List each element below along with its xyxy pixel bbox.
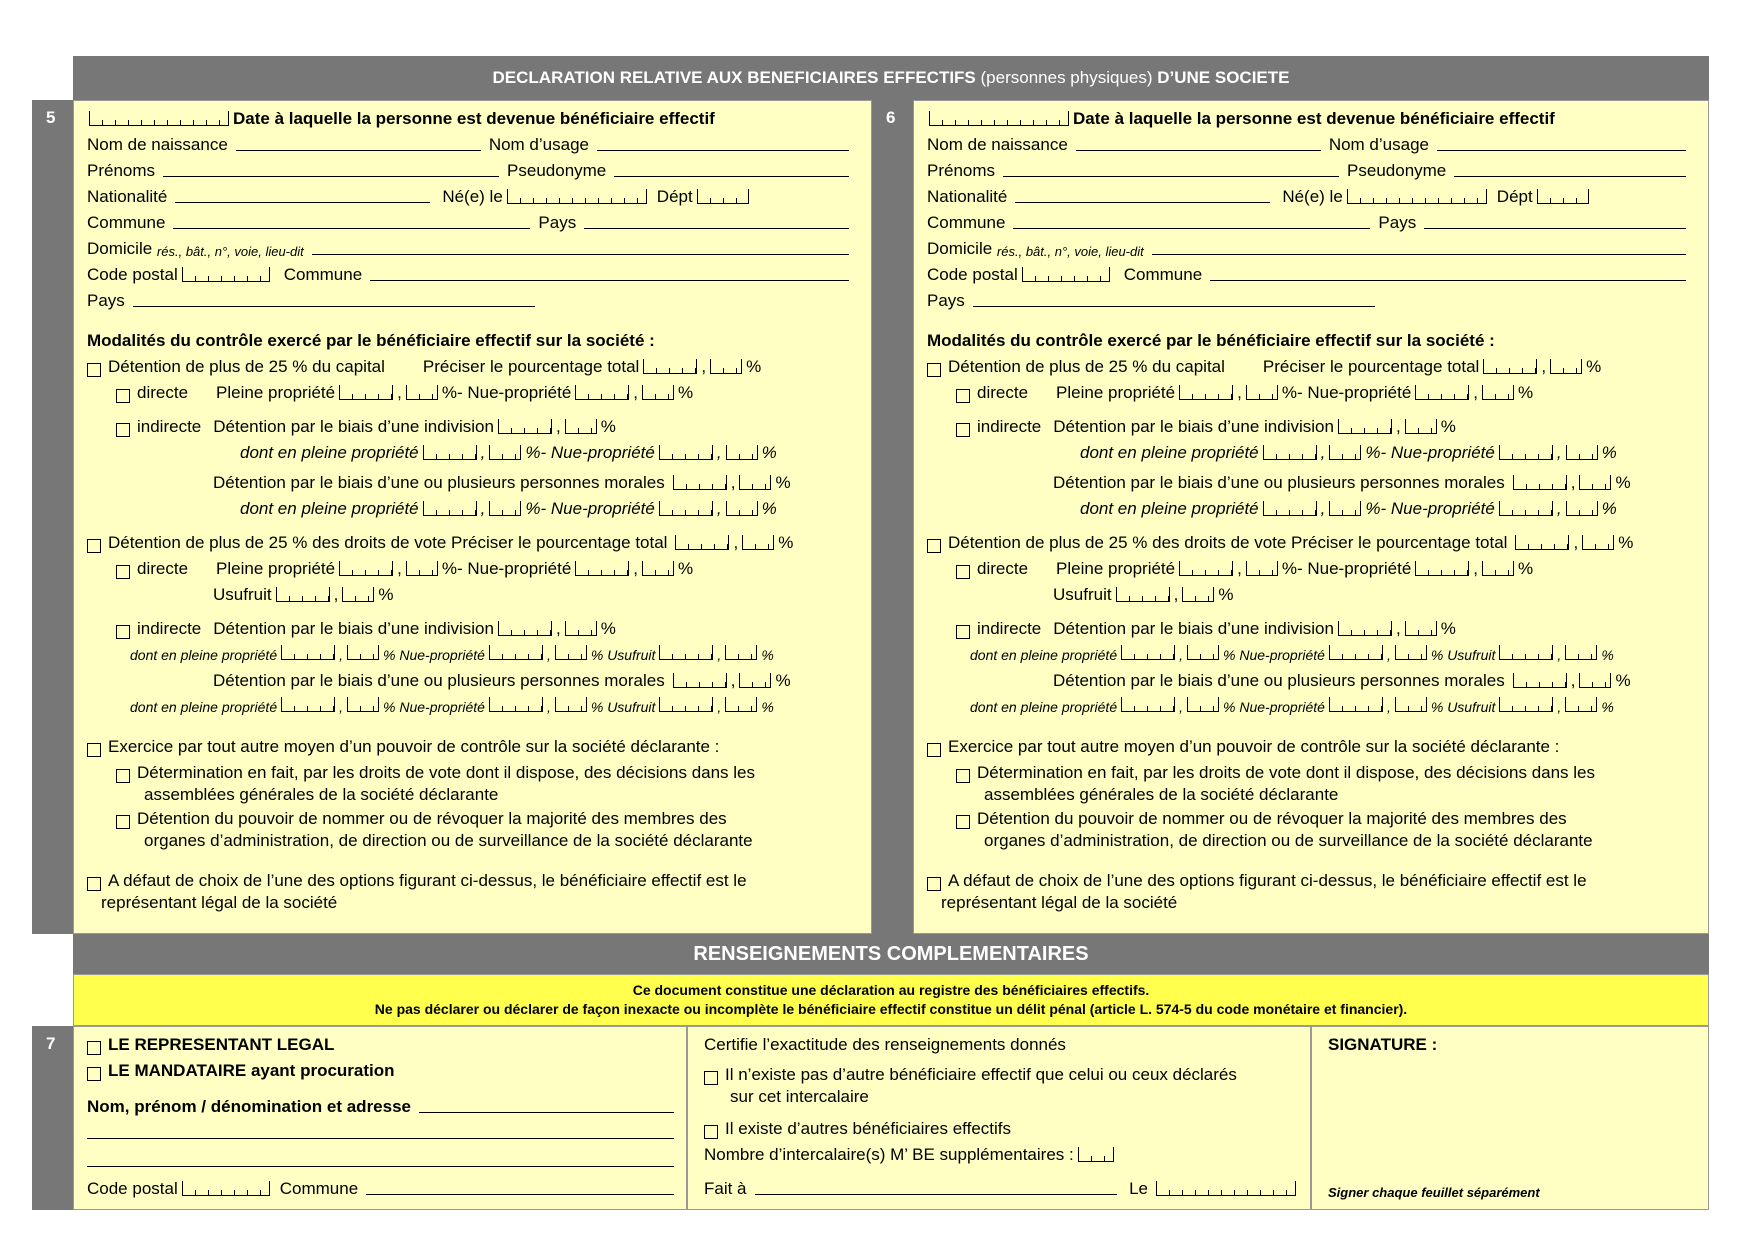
prenoms-row: Prénoms Pseudonyme <box>87 161 857 181</box>
determination-row-2: assemblées générales de la société déclarante <box>984 785 1339 804</box>
pas-autre-row: Il n’existe pas d’autre bénéficiaire effectif que celui ou ceux déclarés <box>704 1065 1237 1085</box>
checkbox[interactable] <box>87 1041 101 1055</box>
pct-boxes[interactable] <box>276 587 330 602</box>
signer-note: Signer chaque feuillet séparément <box>1328 1185 1540 1200</box>
signatory-cell <box>73 1026 687 1210</box>
pct-boxes[interactable] <box>1121 697 1175 712</box>
address-field[interactable] <box>87 1166 674 1167</box>
domicile-field[interactable] <box>1152 254 1686 255</box>
vote-indirecte-row: indirecte Détention par le biais d’une indivision , % <box>116 619 857 639</box>
legal-warning: Ce document constitue une déclaration au registre des bénéficiaires effectifs. Ne pas déclarer ou déclarer de façon inexacte ou incomplète le bénéficiaire effectif constitue un délit pénal (article L. 574-5 du code monétaire et financier). <box>73 974 1709 1026</box>
pays-field[interactable] <box>1424 228 1686 229</box>
checkbox[interactable] <box>87 743 101 757</box>
vote-personnes-morales: Détention par le biais d’une ou plusieurs personnes morales , % <box>1053 671 1631 690</box>
beneficiary-panel-5 <box>73 100 872 934</box>
pct-decimal-boxes[interactable] <box>1582 535 1614 550</box>
code-postal-boxes[interactable] <box>182 1181 270 1196</box>
vote-row: Détention de plus de 25 % des droits de vote Préciser le pourcentage total , % <box>927 533 1694 553</box>
domicile-row: Domicile rés., bât., n°, voie, lieu-dit <box>927 239 1694 259</box>
pct-decimal-boxes[interactable] <box>406 561 438 576</box>
pct-boxes[interactable] <box>659 501 713 516</box>
pct-decimal-boxes[interactable] <box>739 673 771 688</box>
pct-boxes[interactable] <box>1499 697 1553 712</box>
nom-prenom-row: Nom, prénom / dénomination et adresse <box>87 1097 674 1117</box>
pct-boxes[interactable] <box>1338 621 1392 636</box>
certifie-text: Certifie l’exactitude des renseignements donnés <box>704 1035 1066 1054</box>
code-postal-row: Code postal Commune <box>87 1179 674 1199</box>
commune-field[interactable] <box>366 1194 674 1195</box>
checkbox[interactable] <box>87 1067 101 1081</box>
pct-boxes[interactable] <box>1179 561 1233 576</box>
pays-row: Pays <box>87 291 857 311</box>
representant-row: LE REPRESENTANT LEGAL <box>87 1035 334 1055</box>
checkbox[interactable] <box>956 769 970 783</box>
date-row: Date à laquelle la personne est devenue bénéficiaire effectif <box>87 109 857 129</box>
pct-boxes[interactable] <box>1499 645 1553 660</box>
checkbox[interactable] <box>87 539 101 553</box>
vote-usufruit-row: Usufruit , % <box>213 585 394 604</box>
pct-decimal-boxes[interactable] <box>642 561 674 576</box>
pct-boxes[interactable] <box>489 697 543 712</box>
fait-a-row: Fait à Le <box>704 1179 1300 1199</box>
pct-decimal-boxes[interactable] <box>342 587 374 602</box>
checkbox[interactable] <box>116 565 130 579</box>
pct-boxes[interactable] <box>673 673 727 688</box>
pct-decimal-boxes[interactable] <box>1482 385 1514 400</box>
dept-boxes[interactable] <box>697 189 749 204</box>
address-field[interactable] <box>87 1138 674 1139</box>
pct-boxes[interactable] <box>1513 673 1567 688</box>
exercice-row: Exercice par tout autre moyen d’un pouvoir de contrôle sur la société déclarante : <box>927 737 1694 757</box>
code-postal-boxes[interactable] <box>182 267 270 282</box>
prenoms-field[interactable] <box>1003 176 1339 177</box>
pct-boxes[interactable] <box>1263 445 1317 460</box>
signature-label: SIGNATURE : <box>1328 1035 1438 1054</box>
vote-indivision-detail: dont en pleine propriété , % Nue-propriété , % Usufruit , % <box>970 647 1614 663</box>
checkbox[interactable] <box>956 815 970 829</box>
signature-cell[interactable] <box>1311 1026 1709 1210</box>
vote-personnes-morales: Détention par le biais d’une ou plusieurs personnes morales , % <box>213 671 791 690</box>
pays-address-field[interactable] <box>133 306 535 307</box>
pct-decimal-boxes[interactable] <box>1565 697 1597 712</box>
capital-indivision-detail: dont en pleine propriété , % - Nue-propriété , % <box>240 443 777 462</box>
capital-morales-detail: dont en pleine propriété , % - Nue-propriété , % <box>1080 499 1617 518</box>
pct-boxes[interactable] <box>1329 645 1383 660</box>
modalites-title: Modalités du contrôle exercé par le bénéficiaire effectif sur la société : <box>87 331 655 350</box>
pct-boxes[interactable] <box>1116 587 1170 602</box>
checkbox[interactable] <box>87 363 101 377</box>
pas-autre-row-2: sur cet intercalaire <box>730 1087 869 1106</box>
commune-row: Commune Pays <box>87 213 857 233</box>
pct-boxes[interactable] <box>1329 697 1383 712</box>
determination-row: Détermination en fait, par les droits de vote dont il dispose, des décisions dans les <box>956 763 1694 783</box>
pct-boxes[interactable] <box>1515 535 1569 550</box>
pct-boxes[interactable] <box>489 645 543 660</box>
date-row: Date à laquelle la personne est devenue bénéficiaire effectif <box>927 109 1694 129</box>
pct-boxes[interactable] <box>659 445 713 460</box>
pct-decimal-boxes[interactable] <box>642 385 674 400</box>
checkbox[interactable] <box>87 877 101 891</box>
pouvoir-row-2: organes d’administration, de direction ou de surveillance de la société déclarante <box>144 831 753 850</box>
pct-decimal-boxes[interactable] <box>1246 561 1278 576</box>
pct-boxes[interactable] <box>1415 561 1469 576</box>
pays-field[interactable] <box>584 228 849 229</box>
determination-row: Détermination en fait, par les droits de vote dont il dispose, des décisions dans les <box>116 763 857 783</box>
pct-boxes[interactable] <box>339 385 393 400</box>
checkbox[interactable] <box>704 1071 718 1085</box>
section-number: 5 <box>46 108 56 127</box>
mandataire-row: LE MANDATAIRE ayant procuration <box>87 1061 395 1081</box>
pct-decimal-boxes[interactable] <box>742 535 774 550</box>
nationalite-row: Nationalité Né(e) le Dépt <box>927 187 1694 207</box>
nom-usage-field[interactable] <box>1437 150 1686 151</box>
pct-decimal-boxes[interactable] <box>739 475 771 490</box>
pct-decimal-boxes[interactable] <box>1550 359 1582 374</box>
date-boxes[interactable] <box>89 111 229 126</box>
capital-personnes-morales: Détention par le biais d’une ou plusieurs personnes morales , % <box>1053 473 1631 492</box>
nom-naissance-field[interactable] <box>236 150 481 151</box>
pct-boxes[interactable] <box>1415 385 1469 400</box>
section-6-strip <box>872 100 913 934</box>
checkbox[interactable] <box>927 743 941 757</box>
pct-decimal-boxes[interactable] <box>726 501 758 516</box>
pouvoir-row-2: organes d’administration, de direction ou de surveillance de la société déclarante <box>984 831 1593 850</box>
checkbox[interactable] <box>956 625 970 639</box>
pct-decimal-boxes[interactable] <box>1566 445 1598 460</box>
pct-decimal-boxes[interactable] <box>725 645 757 660</box>
pct-boxes[interactable] <box>575 385 629 400</box>
complementaires-header: RENSEIGNEMENTS COMPLEMENTAIRES <box>73 934 1709 974</box>
pct-boxes[interactable] <box>643 359 697 374</box>
pct-boxes[interactable] <box>423 445 477 460</box>
address-line-2 <box>87 1151 674 1171</box>
pct-boxes[interactable] <box>659 697 713 712</box>
pct-decimal-boxes[interactable] <box>1187 645 1219 660</box>
vote-indivision-detail: dont en pleine propriété , % Nue-propriété , % Usufruit , % <box>130 647 774 663</box>
pouvoir-row: Détention du pouvoir de nommer ou de révoquer la majorité des membres des <box>956 809 1694 829</box>
pct-decimal-boxes[interactable] <box>725 697 757 712</box>
pct-boxes[interactable] <box>281 697 335 712</box>
pct-boxes[interactable] <box>1499 501 1553 516</box>
pct-boxes[interactable] <box>1121 645 1175 660</box>
pct-decimal-boxes[interactable] <box>1182 587 1214 602</box>
vote-directe-row: directe Pleine propriété , % - Nue-propriété , % <box>956 559 1694 579</box>
pct-boxes[interactable] <box>1499 445 1553 460</box>
fait-a-field[interactable] <box>755 1194 1118 1195</box>
nationalite-row: Nationalité Né(e) le Dépt <box>87 187 857 207</box>
prenoms-row: Prénoms Pseudonyme <box>927 161 1694 181</box>
section-number: 7 <box>46 1034 56 1053</box>
pct-decimal-boxes[interactable] <box>565 419 597 434</box>
pays-row: Pays <box>927 291 1694 311</box>
pct-decimal-boxes[interactable] <box>1565 645 1597 660</box>
checkbox[interactable] <box>927 539 941 553</box>
modalites-title: Modalités du contrôle exercé par le bénéficiaire effectif sur la société : <box>927 331 1495 350</box>
pct-boxes[interactable] <box>498 419 552 434</box>
capital-morales-detail: dont en pleine propriété , % - Nue-propriété , % <box>240 499 777 518</box>
commune-address-field[interactable] <box>1210 280 1686 281</box>
pct-decimal-boxes[interactable] <box>710 359 742 374</box>
vote-usufruit-row: Usufruit , % <box>1053 585 1234 604</box>
existe-autres-row: Il existe d’autres bénéficiaires effectifs <box>704 1119 1011 1139</box>
pct-boxes[interactable] <box>673 475 727 490</box>
nationalite-field[interactable] <box>175 202 430 203</box>
section-number: 6 <box>886 108 896 127</box>
defaut-row: A défaut de choix de l’une des options figurant ci-dessus, le bénéficiaire effectif est le <box>87 871 857 891</box>
section-7-strip <box>32 1026 73 1210</box>
pct-decimal-boxes[interactable] <box>1329 445 1361 460</box>
pct-decimal-boxes[interactable] <box>1566 501 1598 516</box>
pct-decimal-boxes[interactable] <box>489 501 521 516</box>
exercice-row: Exercice par tout autre moyen d’un pouvoir de contrôle sur la société déclarante : <box>87 737 857 757</box>
checkbox[interactable] <box>116 625 130 639</box>
defaut-row-2: représentant légal de la société <box>101 893 338 912</box>
pct-decimal-boxes[interactable] <box>1329 501 1361 516</box>
pct-decimal-boxes[interactable] <box>1395 645 1427 660</box>
pct-boxes[interactable] <box>1483 359 1537 374</box>
capital-personnes-morales: Détention par le biais d’une ou plusieurs personnes morales , % <box>213 473 791 492</box>
domicile-field[interactable] <box>312 254 849 255</box>
pct-decimal-boxes[interactable] <box>347 645 379 660</box>
pct-decimal-boxes[interactable] <box>565 621 597 636</box>
checkbox[interactable] <box>116 423 130 437</box>
pct-decimal-boxes[interactable] <box>1482 561 1514 576</box>
capital-indirecte-row: indirecte Détention par le biais d’une indivision , % <box>116 417 857 437</box>
vote-indirecte-row: indirecte Détention par le biais d’une indivision , % <box>956 619 1694 639</box>
pct-boxes[interactable] <box>423 501 477 516</box>
birth-date-boxes[interactable] <box>1347 189 1487 204</box>
date-boxes[interactable] <box>1156 1181 1296 1196</box>
checkbox[interactable] <box>956 389 970 403</box>
pct-boxes[interactable] <box>659 645 713 660</box>
pct-decimal-boxes[interactable] <box>1579 673 1611 688</box>
defaut-row-2: représentant légal de la société <box>941 893 1178 912</box>
checkbox[interactable] <box>956 423 970 437</box>
commune-field[interactable] <box>1013 228 1370 229</box>
dept-boxes[interactable] <box>1537 189 1589 204</box>
code-postal-row: Code postal Commune <box>87 265 857 285</box>
vote-row: Détention de plus de 25 % des droits de vote Préciser le pourcentage total , % <box>87 533 857 553</box>
pct-decimal-boxes[interactable] <box>1246 385 1278 400</box>
pct-boxes[interactable] <box>1263 501 1317 516</box>
capital-row: Détention de plus de 25 % du capital Préciser le pourcentage total , % <box>87 357 857 377</box>
pct-boxes[interactable] <box>281 645 335 660</box>
checkbox[interactable] <box>116 769 130 783</box>
nom-naissance-field[interactable] <box>1076 150 1321 151</box>
code-postal-row: Code postal Commune <box>927 265 1694 285</box>
pct-decimal-boxes[interactable] <box>347 697 379 712</box>
nationalite-field[interactable] <box>1015 202 1270 203</box>
name-row: Nom de naissance Nom d’usage <box>87 135 857 155</box>
vote-morales-detail: dont en pleine propriété , % Nue-propriété , % Usufruit , % <box>970 699 1614 715</box>
code-postal-boxes[interactable] <box>1022 267 1110 282</box>
commune-row: Commune Pays <box>927 213 1694 233</box>
pct-decimal-boxes[interactable] <box>1395 697 1427 712</box>
pct-boxes[interactable] <box>675 535 729 550</box>
pct-decimal-boxes[interactable] <box>555 645 587 660</box>
beneficiary-panel-6 <box>913 100 1709 934</box>
commune-address-field[interactable] <box>370 280 849 281</box>
prenoms-field[interactable] <box>163 176 499 177</box>
pct-boxes[interactable] <box>1179 385 1233 400</box>
name-row: Nom de naissance Nom d’usage <box>927 135 1694 155</box>
pct-boxes[interactable] <box>575 561 629 576</box>
commune-field[interactable] <box>173 228 530 229</box>
nombre-intercalaire-row: Nombre d’intercalaire(s) M’ BE supplémentaires : <box>704 1145 1118 1165</box>
capital-directe-row: directe Pleine propriété , % - Nue-propriété , % <box>116 383 857 403</box>
pct-decimal-boxes[interactable] <box>555 697 587 712</box>
birth-date-boxes[interactable] <box>507 189 647 204</box>
pct-decimal-boxes[interactable] <box>406 385 438 400</box>
checkbox[interactable] <box>927 363 941 377</box>
pct-decimal-boxes[interactable] <box>1405 419 1437 434</box>
address-line-1 <box>87 1123 674 1143</box>
certification-cell <box>687 1026 1311 1210</box>
capital-directe-row: directe Pleine propriété , % - Nue-propriété , % <box>956 383 1694 403</box>
pct-boxes[interactable] <box>498 621 552 636</box>
declaration-header: DECLARATION RELATIVE AUX BENEFICIAIRES EFFECTIFS (personnes physiques) D’UNE SOCIETE <box>73 56 1709 100</box>
checkbox[interactable] <box>116 389 130 403</box>
intercalaire-boxes[interactable] <box>1078 1147 1114 1162</box>
checkbox[interactable] <box>704 1125 718 1139</box>
nom-prenom-field[interactable] <box>419 1112 674 1113</box>
pouvoir-row: Détention du pouvoir de nommer ou de révoquer la majorité des membres des <box>116 809 857 829</box>
pct-decimal-boxes[interactable] <box>489 445 521 460</box>
pct-decimal-boxes[interactable] <box>1187 697 1219 712</box>
pct-decimal-boxes[interactable] <box>726 445 758 460</box>
checkbox[interactable] <box>927 877 941 891</box>
date-boxes[interactable] <box>929 111 1069 126</box>
checkbox[interactable] <box>116 815 130 829</box>
pct-boxes[interactable] <box>339 561 393 576</box>
pays-address-field[interactable] <box>973 306 1375 307</box>
determination-row-2: assemblées générales de la société déclarante <box>144 785 499 804</box>
section-5-strip <box>32 100 73 934</box>
checkbox[interactable] <box>956 565 970 579</box>
vote-morales-detail: dont en pleine propriété , % Nue-propriété , % Usufruit , % <box>130 699 774 715</box>
pct-decimal-boxes[interactable] <box>1405 621 1437 636</box>
capital-indivision-detail: dont en pleine propriété , % - Nue-propriété , % <box>1080 443 1617 462</box>
capital-row: Détention de plus de 25 % du capital Préciser le pourcentage total , % <box>927 357 1694 377</box>
capital-indirecte-row: indirecte Détention par le biais d’une indivision , % <box>956 417 1694 437</box>
pseudonyme-field[interactable] <box>1454 176 1686 177</box>
pseudonyme-field[interactable] <box>614 176 849 177</box>
defaut-row: A défaut de choix de l’une des options figurant ci-dessus, le bénéficiaire effectif est le <box>927 871 1694 891</box>
vote-directe-row: directe Pleine propriété , % - Nue-propriété , % <box>116 559 857 579</box>
domicile-row: Domicile rés., bât., n°, voie, lieu-dit <box>87 239 857 259</box>
nom-usage-field[interactable] <box>597 150 849 151</box>
pct-decimal-boxes[interactable] <box>1579 475 1611 490</box>
pct-boxes[interactable] <box>1513 475 1567 490</box>
pct-boxes[interactable] <box>1338 419 1392 434</box>
